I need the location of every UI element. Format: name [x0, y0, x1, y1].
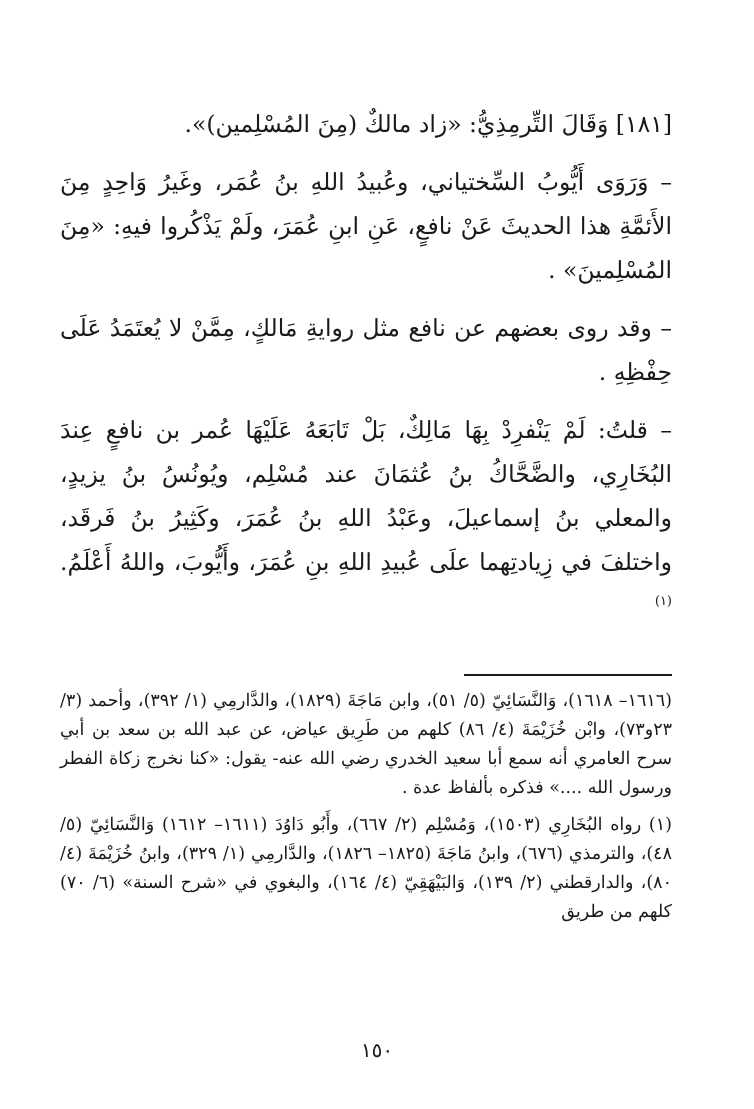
footnote-reference: (١) [654, 594, 672, 610]
main-text-body [60, 102, 672, 642]
footnote-text: (١) رواه البُخَارِي (١٥٠٣)، وَمُسْلِم (٢/ ٦٦٧)، وأَبُو دَاوُدَ (١٦١١– ١٦١٢) وَالنَّسَائِيّ (٥/ ٤٨)، والترمذي (٦٧٦)، وابنُ مَاجَةَ (١٨٢٥– ١٨٢٦)، والدَّارمِي (١/ ٣٢٩)، وابنُ خُزَيْمَةَ (٤/ ٨٠)، والدارقطني (٢/ ١٣٩)، وَالبَيْهَقِيّ (٤/ ١٦٤)، والبغوي في «شرح السنة» (٦/ ٧٠) كلهم من طريق [60, 815, 672, 922]
page-number: ١٥٠ [360, 1038, 394, 1062]
paragraph-author-comment [60, 408, 672, 628]
footnote-1 [60, 811, 672, 927]
paragraph-text: – وَرَوَى أَيُّوبُ السِّختياني، وعُبيدُ اللهِ بنُ عُمَر، وغَيرُ وَاحِدٍ مِنَ الأَئمَّةِ هذا الحديثَ عَنْ نافعٍ، عَنِ ابنِ عُمَرَ، ولَمْ يَذْكُروا فيهِ: «مِنَ المُسْلِمينَ» . [60, 168, 672, 284]
footnotes-section [60, 687, 672, 935]
paragraph-others-narration [60, 306, 672, 394]
paragraph-181 [60, 102, 672, 146]
footnote-text: (١٦١٦– ١٦١٨)، وَالنَّسَائِيّ (٥/ ٥١)، وابن مَاجَةَ (١٨٢٩)، والدَّارمِي (١/ ٣٩٢)، وأحمد (٣/ ٢٣و٧٣)، وابْن خُزَيْمَةَ (٤/ ٨٦) كلهم من طَرِيق عياض، عن عبد الله بن سعد بن أبي سرح العامري أنه سمع أبا سعيد الخدري رضي الله عنه- يقول: «كنا نخرج زكاة الفطر ورسول الله ....» فذكره بألفاظ عدة . [60, 691, 673, 798]
paragraph-ayyub-narration [60, 160, 672, 292]
paragraph-text: – وقد روى بعضهم عن نافع مثل روايةِ مَالكٍ، مِمَّنْ لا يُعتَمَدُ عَلَى حِفْظِهِ . [60, 314, 672, 386]
paragraph-text: – قلتُ: لَمْ يَنْفرِدْ بِهَا مَالِكٌ، بَلْ تَابَعَهُ عَلَيْهَا عُمر بن نافعٍ عِندَ البُخَارِي، والضَّحَّاكُ بنُ عُثمَانَ عند مُسْلِم، ويُونُسُ بنُ يزيدٍ، والمعلي بنُ إسماعيلَ، وعَبْدُ اللهِ بنُ عُمَرَ، وكَثِيرُ بنُ فَرقَد، واختلفَ في زِيادتِهما علَى عُبيدِ اللهِ بنِ عُمَرَ، وأَيُّوبَ، واللهُ أَعْلَمُ. [60, 416, 672, 576]
footnote-continuation [60, 687, 672, 803]
paragraph-text: [١٨١] وَقَالَ التِّرمِذِيُّ: «زاد مالكٌ (مِنَ المُسْلِمين)». [184, 110, 672, 138]
footnote-separator [464, 674, 672, 676]
